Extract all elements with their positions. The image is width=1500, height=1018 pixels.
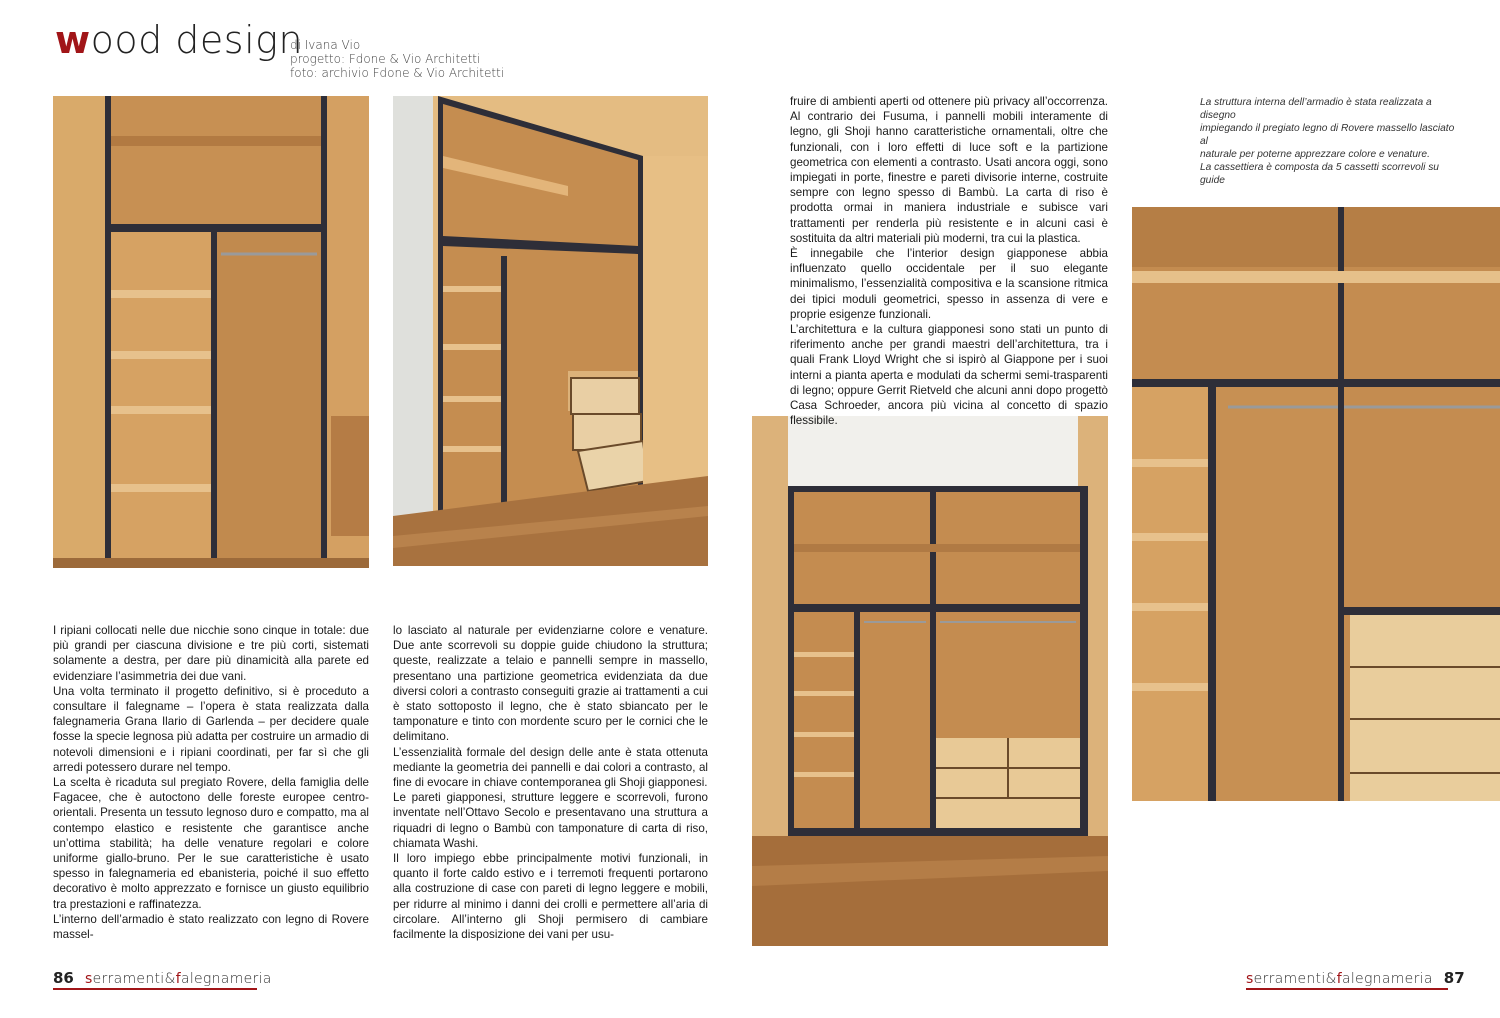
footer-rule-left — [53, 988, 257, 990]
section-title — [55, 18, 303, 62]
footer-right — [1246, 968, 1465, 987]
credit-photo: foto: archivio Fdone & Vio Architetti — [290, 66, 505, 80]
wardrobe-photo-detail — [1132, 207, 1500, 801]
paragraph: È innegabile che l’interior design giapponese abbia influenzato quello occidentale per il suo elegante minimalismo, l’essenzialità compositiva e la scansione ritmica dei tipici moduli geometrici, spesso in assenza di vere e proprie esigenze funzionali. — [790, 247, 1108, 321]
paragraph: L’architettura e la cultura giapponesi sono stati un punto di riferimento anche per grandi maestri dell’architettura, tra i quali Frank Lloyd Wright che si ispirò al Giappone per i suoi interni a pianta aperta e modulati da schermi semi-trasparenti di legno; oppure Gerrit Rietveld che alcuni anni dopo progettò Casa Schroeder, ancora più vicina al concetto di spazio flessibile. — [790, 323, 1108, 428]
paragraph: L’interno dell’armadio è stato realizzato con legno di Rovere massel- — [53, 912, 369, 942]
article-column-2 — [393, 623, 708, 942]
paragraph: Una volta terminato il progetto definitivo, si è proceduto a consultare il falegname – l’opera è stata realizzata dalla falegnameria Grana Ilario di Garlenda – per decidere quale fosse la specie legnosa più adatta per costruire un armadio di notevoli dimensioni e i ripiani coordinati, per far sì che gli arredi potessero durare nel tempo. — [53, 684, 369, 774]
credit-author: di Ivana Vio — [290, 38, 361, 52]
section-title-rest: ood design — [90, 18, 304, 62]
article-column-1 — [53, 623, 369, 942]
paragraph: Il loro impiego ebbe principalmente motivi funzionali, in quanto il forte caldo estivo e i terremoti frequenti portarono alla costruzione di case con pareti di legno leggere e mobili, per ridurre al minimo i danni dei crolli e permettere all’aria di circolare. All’interno gli Shoji permisero di cambiare facilmente la disposizione dei vani per usu- — [393, 852, 708, 942]
caption-line: La struttura interna dell’armadio è stata realizzata a disegno — [1200, 97, 1432, 121]
article-column-3 — [790, 94, 1108, 428]
paragraph: fruire di ambienti aperti od ottenere più privacy all’occorrenza. Al contrario dei Fusuma, i pannelli mobili interamente di legno, gli Shoji hanno caratteristiche ornamentali, oltre che funzionali, con i loro effetti di luce soft e la partizione geometrica con elementi a contrasto. Usati ancora oggi, sono impiegati in porte, finestre e pareti divisorie interne, costruite sempre con legno spesso di Bambù. La carta di riso è prodotta ormai in maniera industriale e subisce vari trattamenti per renderla più resistente e in alcuni casi è sostituita da altri materiali più moderni, tra cui la plastica. — [790, 95, 1108, 245]
paragraph: I ripiani collocati nelle due nicchie sono cinque in totale: due più grandi per ciascuna divisione e tre più corti, sistemati solamente a destra, per dare più dinamicità alla parete ed evidenziare l’asimmetria dei due vani. — [53, 624, 369, 683]
caption-line: La cassettiera è composta da 5 cassetti scorrevoli su guide — [1200, 162, 1439, 186]
paragraph: L’essenzialità formale del design delle ante è stata ottenuta mediante la geometria dei pannelli e dai colori a contrasto, al fine di evocare in chiave contemporanea gli Shoji giapponesi. — [393, 745, 708, 790]
footer-rule-right — [1246, 988, 1448, 990]
credit-project: progetto: Fdone & Vio Architetti — [290, 52, 481, 66]
footer-left — [53, 968, 272, 987]
magazine-name-right: serramenti&falegnameria — [1246, 971, 1433, 987]
page-number-right: 87 — [1443, 969, 1465, 987]
photo-caption — [1200, 96, 1460, 187]
paragraph: lo lasciato al naturale per evidenziarne colore e venature. Due ante scorrevoli su doppie guide chiudono la struttura; queste, realizzate a telaio e pannelli sempre in massello, presentano una partizione geometrica evidenziata da due diversi colori a contrasto conseguiti grazie ai trattamenti a cui è stato sottoposto il legno, che è stato sbiancato per le tamponature e tinto con mordente scuro per le cornici che le delimitano. — [393, 624, 708, 744]
page-number-left: 86 — [53, 969, 74, 987]
caption-line: impiegando il pregiato legno di Rovere massello lasciato al — [1200, 123, 1455, 147]
paragraph: La scelta è ricaduta sul pregiato Rovere, della famiglia delle Fagacee, che è autoctono delle foreste europee centro-orientali. Presenta un tessuto legnoso duro e compatto, ma al contempo elastico e resistente che garantisce anche un’ottima stabilità; ha delle venature regolari e colore uniforme giallo-bruno. Per le sue caratteristiche è usato spesso in falegnameria ed ebanisteria, poiché il suo effetto decorativo è molto apprezzato e fornisce un giusto equilibrio tra prestazioni e raffinatezza. — [53, 776, 369, 911]
section-title-initial: w — [55, 18, 91, 62]
magazine-name-left: serramenti&falegnameria — [84, 971, 272, 987]
wardrobe-photo-left — [53, 96, 369, 568]
wardrobe-photo-full-front — [752, 416, 1108, 946]
paragraph: Le pareti giapponesi, strutture leggere e scorrevoli, furono inventate nell’Ottavo Secolo e presentavano una struttura a riquadri di legno o Bambù con tamponature di carta di riso, chiamata Washi. — [393, 791, 708, 850]
caption-line: naturale per poterne apprezzare colore e venature. — [1200, 149, 1430, 160]
wardrobe-photo-drawers-open — [393, 96, 708, 566]
article-credits — [290, 38, 504, 80]
